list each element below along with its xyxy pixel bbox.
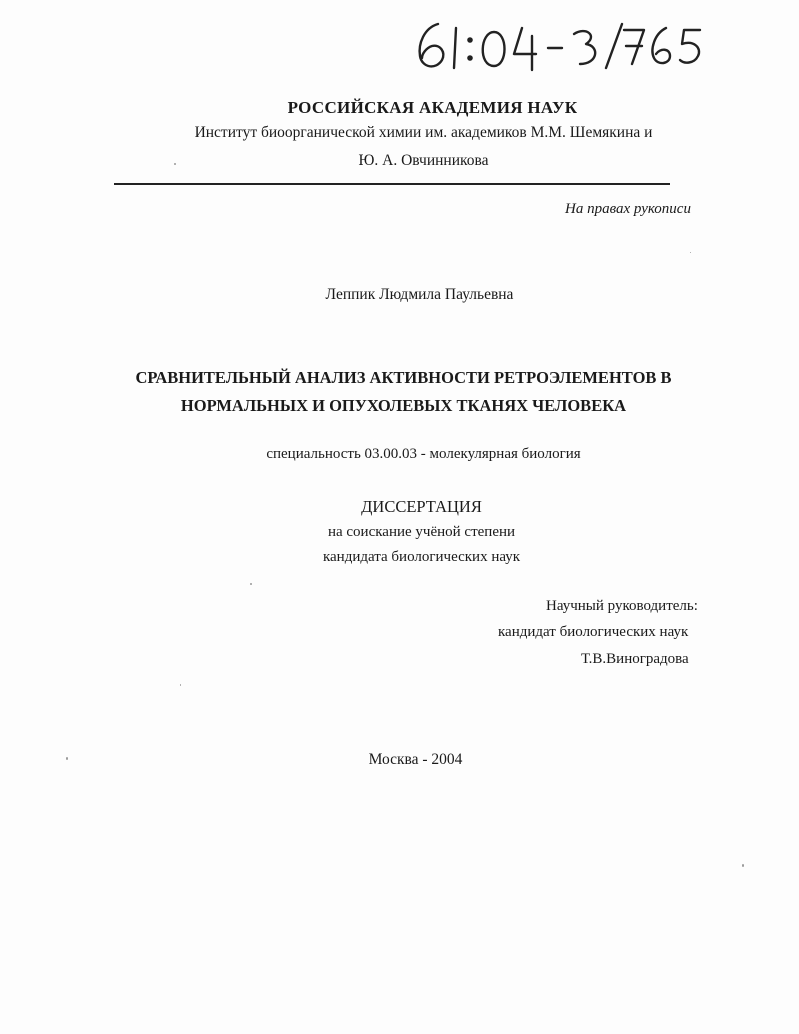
dissertation-heading: ДИССЕРТАЦИЯ [361,497,482,516]
degree-line1: на соискание учёной степени [327,524,516,540]
scan-speck [66,757,68,760]
scan-speck [180,684,181,686]
scan-speck [174,163,176,165]
academy-name: РОССИЙСКАЯ АКАДЕМИЯ НАУК [287,98,578,117]
rights-note: На правах рукописи [565,201,691,217]
scan-speck [742,864,744,867]
scan-speck [250,583,252,585]
dissertation-title-line2: НОРМАЛЬНЫХ И ОПУХОЛЕВЫХ ТКАНЯХ ЧЕЛОВЕКА [180,396,627,415]
handwritten-archive-code [410,14,710,74]
supervisor-label: Научный руководитель: [546,598,698,614]
dissertation-title-line1: СРАВНИТЕЛЬНЫЙ АНАЛИЗ АКТИВНОСТИ РЕТРОЭЛЕМЕНТОВ В [135,368,672,387]
institute-name-line2: Ю. А. Овчинникова [358,152,489,169]
scan-speck [690,252,691,253]
supervisor-degree: кандидат биологических наук [498,624,689,640]
institute-name-line1: Институт биоорганической химии им. академиков М.М. Шемякина и [194,124,653,141]
author-name: Леппик Людмила Паульевна [325,286,514,303]
supervisor-name: Т.В.Виноградова [581,651,689,667]
city-year: Москва - 2004 [368,751,463,768]
degree-line2: кандидата биологических наук [322,549,521,565]
specialty: специальность 03.00.03 - молекулярная биология [266,446,581,462]
header-divider [114,183,670,185]
